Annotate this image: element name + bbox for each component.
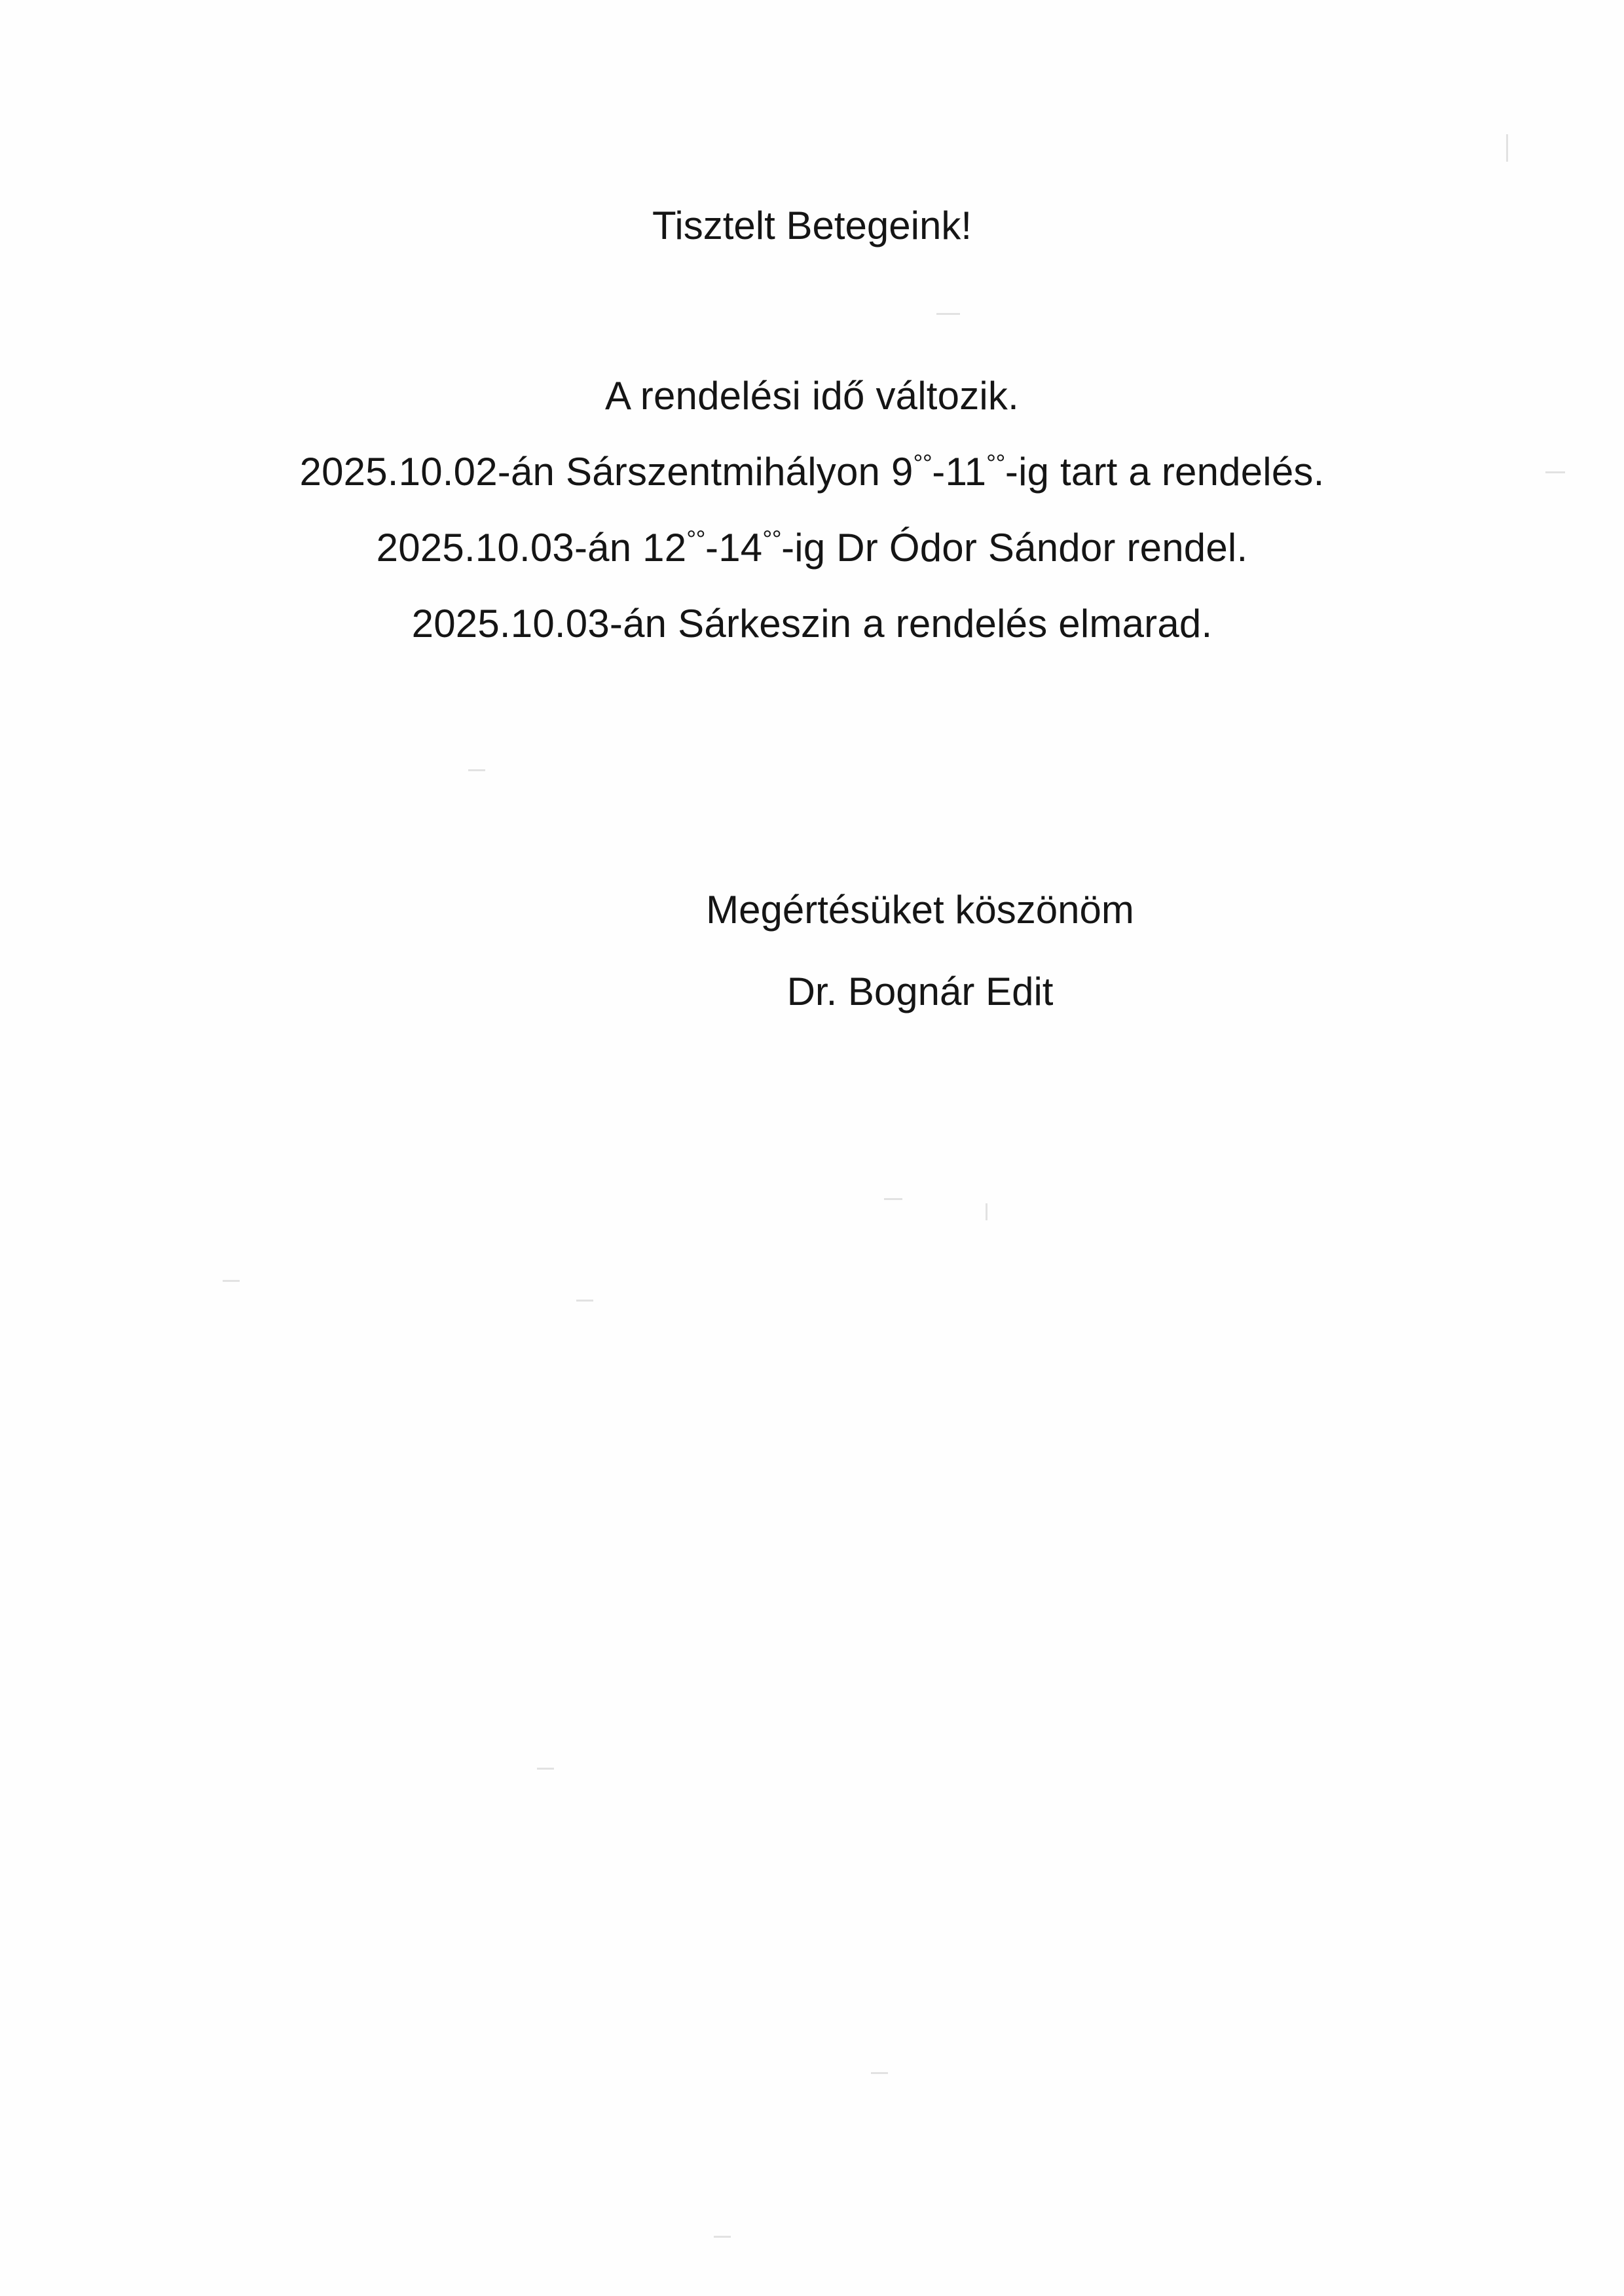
- scan-speck: [468, 769, 485, 771]
- notice-line-3: 2025.10.03-án 12°°-14°°-ig Dr Ódor Sándor rendel.: [376, 525, 1248, 570]
- notice-line-2: 2025.10.02-án Sárszentmihályon 9°°-11°°-ig tart a rendelés.: [299, 449, 1325, 494]
- notice-line-1: A rendelési idő változik.: [604, 374, 1019, 418]
- notice-line-4: 2025.10.03-án Sárkeszin a rendelés elmarad.: [411, 602, 1213, 646]
- document-closing: [0, 887, 1624, 1051]
- scan-speck: [884, 1198, 902, 1200]
- scan-speck: [871, 2072, 888, 2074]
- scan-speck: [537, 1768, 554, 1770]
- scan-speck: [223, 1280, 240, 1282]
- scan-speck: [986, 1203, 987, 1220]
- document-body: [0, 376, 1624, 680]
- scan-speck: [936, 313, 960, 315]
- closing-signature: Dr. Bognár Edit: [786, 970, 1054, 1013]
- scan-speck: [714, 2236, 731, 2238]
- scan-speck: [576, 1300, 593, 1302]
- closing-thanks: Megértésüket köszönöm: [706, 888, 1134, 932]
- scan-speck: [1506, 134, 1508, 162]
- document-greeting: Tisztelt Betegeink!: [652, 204, 972, 247]
